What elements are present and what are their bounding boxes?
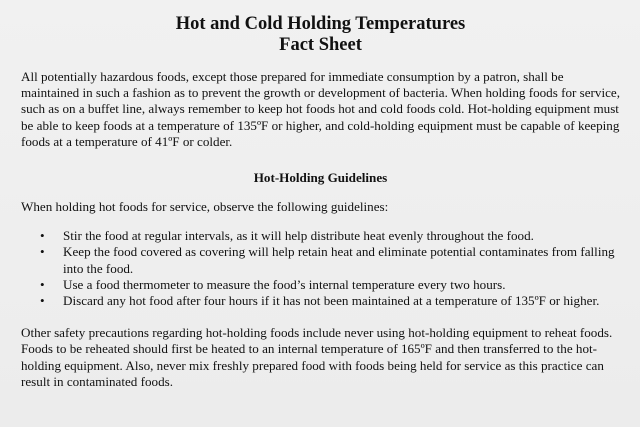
guideline-item (21, 244, 620, 276)
guideline-text: Stir the food at regular intervals, as it will help distribute heat evenly throughout the food. (63, 228, 534, 244)
guideline-item (21, 228, 620, 244)
guideline-item (21, 293, 620, 309)
guidelines-list (21, 228, 620, 309)
bullet-icon: • (40, 276, 45, 292)
section-heading: Hot-Holding Guidelines (253, 170, 388, 186)
bullet-icon: • (40, 244, 45, 260)
guideline-item (21, 277, 620, 293)
bullet-icon: • (40, 228, 45, 244)
title-line-1: Hot and Cold Holding Temperatures (175, 14, 466, 34)
intro-paragraph: All potentially hazardous foods, except those prepared for immediate consumption by a patron, shall be maintained in such a fashion as to prevent the growth or development of bacteria. When holding foods for service, such as on a buffet line, always remember to keep hot foods hot and cold foods cold. Hot-holding equipment must be able to keep foods at a temperature of 135ºF or higher, and cold-holding equipment must be capable of keeping foods at a temperature of 41ºF or colder. (21, 69, 620, 149)
title-line-2: Fact Sheet (279, 35, 362, 55)
guideline-text: Discard any hot food after four hours if it has not been maintained at a temperature of 135ºF or higher. (63, 293, 600, 309)
guideline-text: Keep the food covered as covering will help retain heat and eliminate potential contaminates from falling into the food. (63, 244, 615, 276)
guideline-text: Use a food thermometer to measure the food’s internal temperature every two hours. (63, 276, 506, 292)
lead-paragraph: When holding hot foods for service, observe the following guidelines: (21, 199, 389, 215)
page-title (21, 0, 620, 56)
outro-paragraph: Other safety precautions regarding hot-holding foods include never using hot-holding equipment to reheat foods. Foods to be reheated should first be heated to an internal temperature of 165ºF and then transferred to the hot-holding equipment. Also, never mix freshly prepared food with foods being held for service as this practice can result in contaminated foods. (21, 325, 613, 389)
bullet-icon: • (40, 293, 45, 309)
